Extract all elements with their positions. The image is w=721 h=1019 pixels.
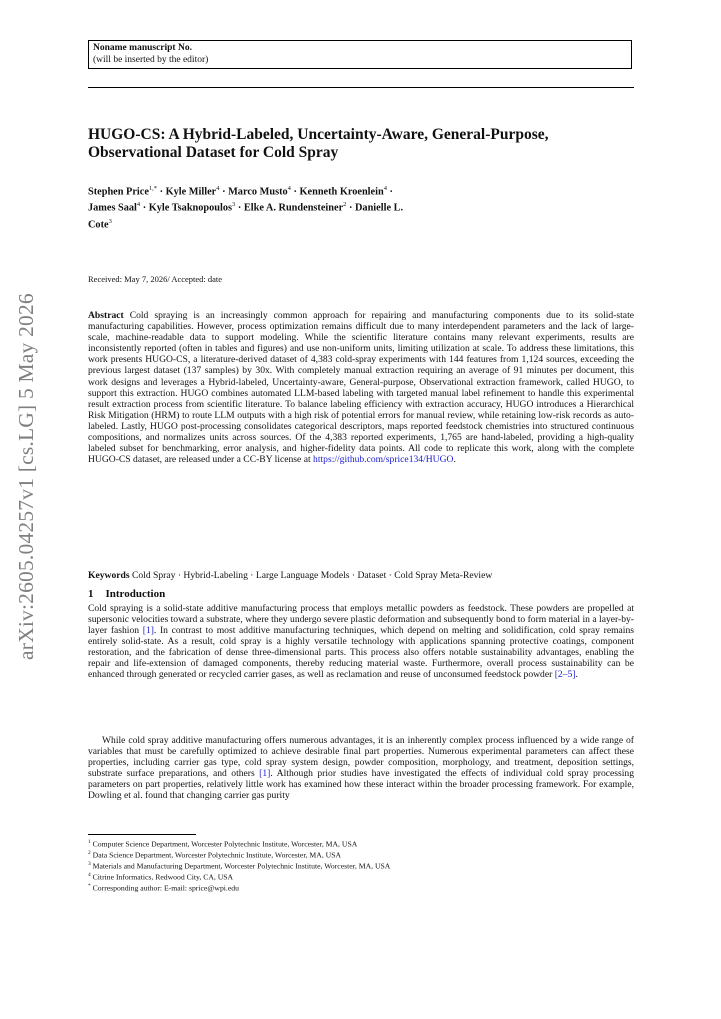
author-name: Marco Musto bbox=[228, 186, 288, 198]
author-name: Stephen Price bbox=[88, 186, 149, 198]
arxiv-stamp: arXiv:2605.04257v1 [cs.LG] 5 May 2026 bbox=[14, 293, 38, 660]
author-separator: · bbox=[235, 202, 244, 214]
header-rule bbox=[88, 87, 634, 88]
footnote-mark: 1 bbox=[88, 839, 91, 845]
footnote-text: Citrine Informatics, Redwood City, CA, USA bbox=[90, 872, 234, 882]
author-name: Kyle Tsaknopoulos bbox=[148, 202, 233, 214]
keywords bbox=[88, 570, 634, 582]
footnote-text: Corresponding author: E-mail: sprice@wpi.edu bbox=[90, 883, 239, 893]
p1-text-end: . bbox=[575, 669, 578, 681]
citation-1[interactable]: [1] bbox=[142, 625, 154, 637]
footnote bbox=[88, 871, 634, 882]
footnote-mark: 4 bbox=[88, 871, 91, 878]
footnote bbox=[88, 838, 634, 849]
manuscript-header-box bbox=[88, 40, 632, 69]
author-affiliation-mark: 4 bbox=[383, 185, 387, 192]
manuscript-number: Noname manuscript No. bbox=[93, 43, 192, 53]
author-list bbox=[88, 182, 418, 231]
p2-text-b: . Although prior studies have investigated the effects of individual cold spray processing parameters on part properties, relatively little work has examined how these interact within the broader processing framework. For example, Dowling et al. found that changing carrier gas purity bbox=[88, 768, 634, 802]
footnote-text: Data Science Department, Worcester Polytechnic Institute, Worcester, MA, USA bbox=[90, 850, 342, 860]
author-affiliation-mark: 4 bbox=[216, 185, 220, 192]
author-affiliation-mark: 4 bbox=[287, 185, 291, 192]
author-affiliation-mark: 3 bbox=[232, 201, 236, 209]
author-affiliation-mark: 4 bbox=[136, 201, 141, 209]
footnote-text: Computer Science Department, Worcester Polytechnic Institute, Worcester, MA, USA bbox=[90, 839, 358, 849]
footnote-rule bbox=[88, 834, 196, 835]
body-paragraph-1 bbox=[88, 603, 634, 680]
p2-text-a: While cold spray additive manufacturing offers numerous advantages, it is an inherently complex process influenced by a wide range of variables that must be carefully optimized to achieve desirable final part properties. Numerous experimental parameters can affect these properties, including carrier gas type, cold spray system design, powder composition, morphology, and treatment, deposition settings, substrate surface preparations, and others bbox=[88, 735, 634, 780]
footnote-mark: 2 bbox=[88, 849, 91, 856]
editor-note: (will be inserted by the editor) bbox=[93, 55, 209, 65]
author-affiliation-mark: 3 bbox=[108, 217, 112, 225]
body-paragraph-2 bbox=[88, 735, 634, 801]
footnote bbox=[88, 849, 634, 860]
author-separator: · bbox=[157, 186, 166, 198]
abstract-label: Abstract bbox=[88, 310, 124, 321]
author-name: Kenneth Kroenlein bbox=[299, 186, 384, 198]
author-affiliation-mark: 2 bbox=[343, 201, 347, 209]
section-heading bbox=[88, 588, 165, 600]
footnote bbox=[88, 860, 634, 871]
footnotes bbox=[88, 838, 634, 893]
paper-title: HUGO-CS: A Hybrid-Labeled, Uncertainty-Aware, General-Purpose, Observational Dataset for Cold Spray bbox=[88, 126, 549, 161]
abstract-end: . bbox=[453, 454, 456, 466]
keywords-text: Cold Spray · Hybrid-Labeling · Large Language Models · Dataset · Cold Spray Meta-Review bbox=[131, 570, 493, 581]
author-separator: · bbox=[219, 186, 229, 198]
repository-link[interactable]: https://github.com/sprice134/HUGO bbox=[313, 454, 454, 466]
author-separator: · bbox=[386, 186, 393, 198]
author-separator: · bbox=[346, 202, 355, 214]
abstract-text: Cold spraying is an increasingly common approach for repairing and manufacturing components due to its solid-state manufacturing capabilities. However, process optimization remains difficult due to many interdependent parameters and the lack of large-scale, machine-readable data to support modeling. While the scientific literature contains many relevant experiments, results are inconsistently reported (often in tables and figures) and use non-uniform units, limiting utilization at scale. To address these limitations, this work presents HUGO-CS, a literature-derived dataset of 4,383 cold-spray experiments with 144 features from 1,124 sources, exceeding the previous largest dataset (137 samples) by 30x. With completely manual extraction requiring an average of 91 minutes per document, this work designs and leverages a Hybrid-labeled, Uncertainty-aware, General-purpose, Observational extraction framework, called HUGO, to support this extraction. HUGO combines automated LLM-based labeling with targeted manual label refinement to handle this experimental result extraction process from scientific literature. To balance labeling efficiency with extraction accuracy, HUGO introduces a Hierarchical Risk Mitigation (HRM) to route LLM outputs with a high risk of potential errors for manual review, while retaining low-risk records as auto-labeled. Lastly, HUGO post-processing consolidates categorical descriptors, maps reported feedstock chemistries into structured continuous compositions, and normalizes units across sources. Of the 4,383 reported experiments, 1,765 are hand-labeled, providing a high-quality labeled subset for benchmarking, error analysis, and higher-fidelity data points. All code to replicate this work, along with the complete HUGO-CS dataset, are released under a CC-BY license at bbox=[88, 310, 634, 466]
author-separator: · bbox=[140, 202, 149, 214]
citation-1b[interactable]: [1] bbox=[259, 768, 271, 780]
section-number: 1 bbox=[88, 588, 94, 600]
p1-text-a: Cold spraying is a solid-state additive manufacturing process that employs metallic powders as feedstock. These powders are propelled at supersonic velocities toward a substrate, where they undergo severe plastic deformation and subsequently bond to form material in a layer-by-layer fashion bbox=[88, 603, 634, 637]
abstract bbox=[88, 310, 634, 465]
author-separator: · bbox=[290, 186, 300, 198]
footnote-text: Materials and Manufacturing Department, Worcester Polytechnic Institute, Worcester, MA, USA bbox=[90, 861, 391, 871]
citation-2-5[interactable]: [2–5] bbox=[554, 669, 576, 681]
section-title: Introduction bbox=[105, 588, 166, 600]
footnote bbox=[88, 882, 634, 893]
received-date: Received: May 7, 2026/ Accepted: date bbox=[88, 274, 223, 284]
author-name: James Saal bbox=[88, 202, 137, 214]
author-name: Elke A. Rundensteiner bbox=[243, 202, 344, 214]
footnote-mark: 3 bbox=[88, 860, 91, 867]
p1-text-b: . In contrast to most additive manufacturing techniques, which depend on melting and solidification, cold spray remains entirely solid-state. As a result, cold spray is a highly versatile technology with applications spanning protective coatings, component restoration, and the fabrication of dense three-dimensional parts. This process also offers notable sustainability advantages, enabling the repair and life-extension of damaged components, thereby reducing material waste. Furthermore, overall process sustainability can be enhanced through generated or recycled carrier gases, as well as reclamation and reuse of unconsumed feedstock powder bbox=[88, 625, 634, 681]
author-name: Kyle Miller bbox=[165, 186, 217, 198]
author-name: Danielle L. Cote bbox=[88, 202, 404, 231]
keywords-label: Keywords bbox=[88, 570, 130, 581]
author-affiliation-mark: 1,* bbox=[148, 185, 158, 192]
footnote-mark: * bbox=[88, 882, 91, 889]
